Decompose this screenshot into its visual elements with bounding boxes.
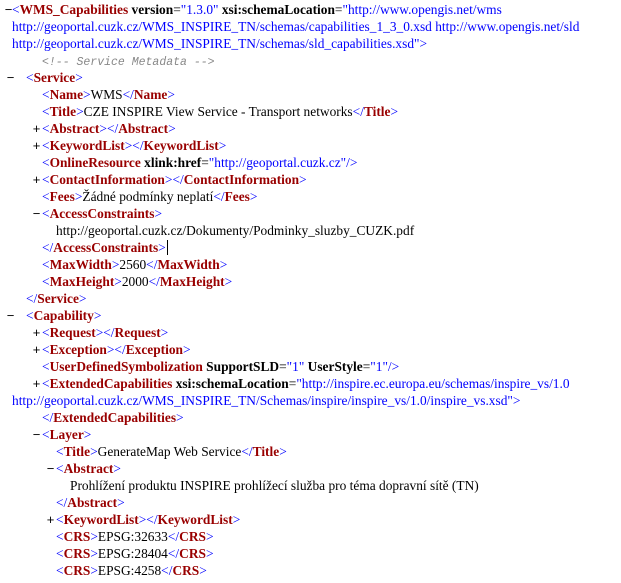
xml-attribute-value: "http://geoportal.cuzk.cz" bbox=[208, 155, 347, 170]
xml-tag-name: Exception bbox=[49, 342, 107, 357]
crs-line bbox=[56, 528, 214, 545]
access-constraints-text-line bbox=[56, 222, 414, 239]
xml-punctuation: /> bbox=[387, 359, 400, 374]
xml-tag-name: CRS bbox=[179, 546, 206, 561]
xml-punctuation: > bbox=[78, 291, 87, 306]
xml-tag-name: CRS bbox=[63, 529, 91, 544]
extended-capabilities-open-line bbox=[42, 375, 570, 392]
capability-open-line bbox=[26, 307, 101, 324]
xml-punctuation: </ bbox=[132, 138, 144, 153]
expand-toggle-icon[interactable]: + bbox=[46, 512, 55, 527]
xml-tag-name: CRS bbox=[63, 563, 91, 578]
xml-attribute-value: http://geoportal.cuzk.cz/WMS_INSPIRE_TN/schemas/capabilities_1_3_0.xsd http://www.opengis.net/sld bbox=[12, 19, 580, 34]
xml-tag-name: UserDefinedSymbolization bbox=[49, 359, 203, 374]
xml-punctuation: < bbox=[56, 461, 64, 476]
xml-attribute-value: "http://www.opengis.net/wms bbox=[342, 2, 502, 17]
xml-punctuation: < bbox=[42, 138, 50, 153]
xml-tag-name: MaxWidth bbox=[49, 257, 112, 272]
xml-punctuation: < bbox=[56, 512, 64, 527]
max-width-line bbox=[42, 256, 227, 273]
xml-punctuation: </ bbox=[148, 274, 160, 289]
service-open-line bbox=[26, 69, 83, 86]
expand-toggle-icon[interactable]: + bbox=[32, 325, 41, 340]
service-close-line bbox=[26, 290, 86, 307]
xml-tag-name: AccessConstraints bbox=[53, 240, 159, 255]
xml-tag-name: MaxWidth bbox=[157, 257, 220, 272]
xml-punctuation: > bbox=[249, 189, 258, 204]
collapse-toggle-icon[interactable]: − bbox=[32, 206, 41, 221]
xml-attribute-name: xsi:schemaLocation bbox=[221, 2, 335, 17]
request-line bbox=[42, 324, 168, 341]
xml-punctuation: > bbox=[176, 410, 184, 425]
xml-punctuation: < bbox=[56, 529, 64, 544]
xml-punctuation: < bbox=[42, 257, 50, 272]
xml-punctuation: > bbox=[164, 172, 173, 187]
xml-text: = bbox=[288, 376, 297, 391]
xml-tag-name: CRS bbox=[63, 546, 91, 561]
extended-capabilities-location-line bbox=[12, 392, 520, 409]
xml-punctuation: > bbox=[205, 546, 214, 561]
xml-punctuation: </ bbox=[106, 121, 119, 136]
xml-punctuation: > bbox=[219, 257, 228, 272]
xml-punctuation: > bbox=[90, 444, 98, 459]
xml-tag-name: Fees bbox=[224, 189, 250, 204]
xml-punctuation: < bbox=[56, 563, 64, 578]
xml-attribute-value: http://geoportal.cuzk.cz/WMS_INSPIRE_TN/Schemas/inspire/inspire_vs/1.0/inspire_vs.xsd" bbox=[12, 393, 513, 408]
crs-line bbox=[56, 545, 214, 562]
xml-punctuation: </ bbox=[56, 495, 68, 510]
xml-text: EPSG:4258 bbox=[97, 563, 162, 578]
xml-tag-name: Abstract bbox=[118, 121, 169, 136]
fees-line bbox=[42, 188, 257, 205]
xml-punctuation: > bbox=[154, 206, 163, 221]
xml-punctuation: > bbox=[512, 393, 521, 408]
xml-punctuation: > bbox=[279, 444, 287, 459]
xml-punctuation: </ bbox=[114, 342, 126, 357]
xml-punctuation: > bbox=[114, 274, 122, 289]
xml-punctuation: </ bbox=[352, 104, 364, 119]
xml-punctuation: > bbox=[75, 70, 83, 85]
layer-abstract-text-line bbox=[70, 477, 479, 494]
xml-tag-name: CRS bbox=[172, 563, 200, 578]
xml-punctuation: </ bbox=[146, 512, 158, 527]
xml-punctuation: </ bbox=[122, 87, 134, 102]
abstract-line bbox=[42, 120, 176, 137]
access-constraints-open-line bbox=[42, 205, 162, 222]
xml-tag-name: WMS_Capabilities bbox=[19, 2, 129, 17]
xml-tag-name: Abstract bbox=[63, 461, 114, 476]
xml-tag-name: Name bbox=[49, 87, 84, 102]
xml-punctuation: < bbox=[12, 2, 20, 17]
service-metadata-comment bbox=[42, 52, 215, 69]
xml-tag-name: ContactInformation bbox=[183, 172, 300, 187]
collapse-toggle-icon[interactable]: − bbox=[6, 308, 15, 323]
exception-line bbox=[42, 341, 191, 358]
xml-punctuation: < bbox=[42, 87, 50, 102]
user-defined-symbolization-line bbox=[42, 358, 399, 375]
expand-toggle-icon[interactable]: + bbox=[32, 376, 41, 391]
xml-punctuation: > bbox=[74, 189, 83, 204]
xml-punctuation: > bbox=[232, 512, 241, 527]
xml-tag-name: Request bbox=[49, 325, 96, 340]
xml-text: WMS bbox=[90, 87, 123, 102]
collapse-toggle-icon[interactable]: − bbox=[4, 2, 13, 17]
xml-tag-name: Abstract bbox=[67, 495, 118, 510]
xml-tag-name: Service bbox=[37, 291, 79, 306]
xml-punctuation: < bbox=[56, 444, 64, 459]
xml-punctuation: </ bbox=[42, 240, 54, 255]
xml-punctuation: > bbox=[111, 257, 120, 272]
xml-text: = bbox=[173, 2, 181, 17]
online-resource-line bbox=[42, 154, 357, 171]
xml-punctuation: > bbox=[199, 563, 207, 578]
collapse-toggle-icon[interactable]: − bbox=[46, 461, 55, 476]
xml-punctuation: > bbox=[124, 138, 133, 153]
xml-text: = bbox=[201, 155, 209, 170]
xml-punctuation: > bbox=[83, 427, 92, 442]
xml-attribute-name: xlink:href bbox=[144, 155, 202, 170]
xml-text: http://geoportal.cuzk.cz/Dokumenty/Podminky_sluzby_CUZK.pdf bbox=[56, 223, 415, 238]
contact-information-line bbox=[42, 171, 307, 188]
xml-punctuation: < bbox=[42, 155, 50, 170]
xml-attribute-name: version bbox=[131, 2, 174, 17]
xml-punctuation: > bbox=[83, 87, 91, 102]
schema-location-line-3 bbox=[12, 35, 427, 52]
xml-punctuation: > bbox=[183, 342, 191, 357]
xml-punctuation: < bbox=[42, 376, 50, 391]
xml-tag-name: KeywordList bbox=[63, 512, 139, 527]
xml-text: = bbox=[362, 359, 371, 374]
xml-punctuation: < bbox=[42, 359, 50, 374]
xml-punctuation: > bbox=[158, 240, 166, 255]
expand-toggle-icon[interactable]: + bbox=[32, 342, 41, 357]
xml-punctuation: > bbox=[138, 512, 147, 527]
collapse-toggle-icon[interactable]: − bbox=[6, 70, 15, 85]
xml-punctuation: > bbox=[390, 104, 399, 119]
xml-attribute-name: SupportSLD bbox=[206, 359, 280, 374]
xml-punctuation: > bbox=[90, 529, 98, 544]
xml-text: Žádné podmínky neplatí bbox=[82, 189, 214, 204]
xml-punctuation: < bbox=[42, 325, 50, 340]
xml-punctuation: </ bbox=[167, 546, 180, 561]
service-title-line bbox=[42, 103, 398, 120]
xml-attribute-value: "1" bbox=[286, 359, 305, 374]
xml-attribute-name: UserStyle bbox=[307, 359, 363, 374]
service-name-line bbox=[42, 86, 175, 103]
xml-punctuation: </ bbox=[103, 325, 115, 340]
access-constraints-close-line bbox=[42, 239, 168, 256]
keywordlist-line bbox=[42, 137, 226, 154]
xml-attribute-value: "http://inspire.ec.europa.eu/schemas/inspire_vs/1.0 bbox=[296, 376, 570, 391]
xml-punctuation: > bbox=[224, 274, 233, 289]
xml-tag-name: Layer bbox=[49, 427, 84, 442]
xml-comment: <!-- Service Metadata --> bbox=[42, 56, 215, 69]
expand-toggle-icon[interactable]: + bbox=[32, 138, 41, 153]
xml-punctuation: < bbox=[56, 546, 64, 561]
xml-tag-name: Exception bbox=[125, 342, 183, 357]
xml-tag-name: Fees bbox=[49, 189, 75, 204]
xml-tag-name: Request bbox=[114, 325, 161, 340]
layer-open-line bbox=[42, 426, 91, 443]
xml-punctuation: > bbox=[113, 461, 121, 476]
expand-toggle-icon[interactable]: + bbox=[32, 172, 41, 187]
xml-text: 2560 bbox=[119, 257, 147, 272]
xml-tag-name: Title bbox=[63, 444, 91, 459]
layer-title-line bbox=[56, 443, 287, 460]
xml-punctuation: < bbox=[42, 104, 50, 119]
xml-punctuation: < bbox=[42, 206, 50, 221]
text-cursor bbox=[167, 240, 168, 255]
xml-punctuation: < bbox=[26, 70, 34, 85]
layer-abstract-open-line bbox=[56, 460, 121, 477]
xml-text: Prohlížení produktu INSPIRE prohlížecí služba pro téma dopravní sítě (TN) bbox=[70, 478, 479, 493]
xml-punctuation: </ bbox=[172, 172, 184, 187]
xml-tag-name: ExtendedCapabilities bbox=[53, 410, 177, 425]
xml-tag-name: Capability bbox=[33, 308, 94, 323]
xml-punctuation: > bbox=[90, 563, 98, 578]
xml-punctuation: </ bbox=[241, 444, 253, 459]
schema-location-line-2 bbox=[12, 18, 579, 35]
xml-attribute-value: "1.3.0" bbox=[180, 2, 219, 17]
crs-line bbox=[56, 562, 207, 579]
xml-punctuation: > bbox=[117, 495, 125, 510]
xml-punctuation: </ bbox=[42, 410, 54, 425]
xml-punctuation: < bbox=[42, 121, 50, 136]
xml-punctuation: > bbox=[76, 104, 84, 119]
xml-punctuation: > bbox=[93, 308, 102, 323]
xml-text: EPSG:28404 bbox=[97, 546, 168, 561]
xml-attribute-name: xsi:schemaLocation bbox=[175, 376, 289, 391]
xml-punctuation: < bbox=[42, 427, 50, 442]
xml-tag-name: MaxHeight bbox=[49, 274, 115, 289]
xml-punctuation: > bbox=[205, 529, 214, 544]
xml-punctuation: > bbox=[95, 325, 104, 340]
expand-toggle-icon[interactable]: + bbox=[32, 121, 41, 136]
xml-tag-name: ExtendedCapabilities bbox=[49, 376, 173, 391]
collapse-toggle-icon[interactable]: − bbox=[32, 427, 41, 442]
xml-punctuation: > bbox=[419, 36, 428, 51]
xml-tag-name: AccessConstraints bbox=[49, 206, 155, 221]
xml-tag-name: Service bbox=[33, 70, 76, 85]
layer-abstract-close-line bbox=[56, 494, 125, 511]
xml-tag-name: KeywordList bbox=[157, 512, 233, 527]
xml-punctuation: < bbox=[42, 189, 50, 204]
xml-text: CZE INSPIRE View Service - Transport networks bbox=[83, 104, 353, 119]
xml-punctuation: < bbox=[42, 274, 50, 289]
xml-text: = bbox=[334, 2, 343, 17]
xml-tag-name: ContactInformation bbox=[49, 172, 165, 187]
xml-text: = bbox=[279, 359, 287, 374]
xml-punctuation: /> bbox=[346, 155, 358, 170]
xml-punctuation: < bbox=[26, 308, 34, 323]
xml-punctuation: > bbox=[218, 138, 227, 153]
xml-punctuation: > bbox=[299, 172, 307, 187]
root-open-line bbox=[12, 1, 502, 18]
xml-punctuation: </ bbox=[161, 563, 173, 578]
xml-tag-name: Name bbox=[133, 87, 168, 102]
xml-tag-name: Title bbox=[49, 104, 77, 119]
xml-text: EPSG:32633 bbox=[97, 529, 168, 544]
xml-tag-name: Abstract bbox=[49, 121, 100, 136]
xml-text: GenerateMap Web Service bbox=[97, 444, 242, 459]
xml-tag-name: CRS bbox=[179, 529, 206, 544]
xml-punctuation: </ bbox=[167, 529, 180, 544]
xml-punctuation: </ bbox=[146, 257, 158, 272]
max-height-line bbox=[42, 273, 232, 290]
xml-punctuation: > bbox=[99, 121, 107, 136]
xml-punctuation: < bbox=[42, 342, 50, 357]
xml-attribute-value: http://geoportal.cuzk.cz/WMS_INSPIRE_TN/schemas/sld_capabilities.xsd" bbox=[12, 36, 420, 51]
xml-tag-name: Title bbox=[252, 444, 280, 459]
xml-tag-name: OnlineResource bbox=[49, 155, 141, 170]
xml-text: 2000 bbox=[121, 274, 149, 289]
xml-punctuation: > bbox=[106, 342, 115, 357]
xml-punctuation: < bbox=[42, 172, 50, 187]
xml-punctuation: > bbox=[167, 87, 175, 102]
xml-tag-name: MaxHeight bbox=[159, 274, 225, 289]
xml-punctuation: > bbox=[160, 325, 169, 340]
xml-punctuation: > bbox=[90, 546, 98, 561]
extended-capabilities-close-line bbox=[42, 409, 184, 426]
xml-attribute-value: "1" bbox=[370, 359, 388, 374]
xml-tag-name: KeywordList bbox=[143, 138, 219, 153]
xml-punctuation: > bbox=[168, 121, 176, 136]
xml-tag-name: KeywordList bbox=[49, 138, 125, 153]
xml-tag-name: Title bbox=[363, 104, 391, 119]
layer-keywordlist-line bbox=[56, 511, 240, 528]
xml-punctuation: </ bbox=[26, 291, 38, 306]
xml-punctuation: </ bbox=[213, 189, 225, 204]
